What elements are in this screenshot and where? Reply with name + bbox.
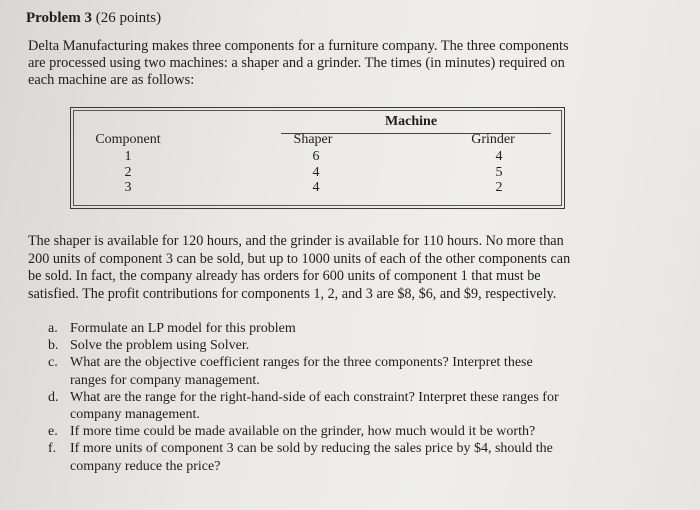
question-text: What are the objective coefficient ranges for the three components? Interpret these	[70, 355, 533, 371]
question-label: f.	[48, 441, 57, 457]
table-cell: 2	[124, 164, 132, 180]
machine-times-table	[70, 107, 565, 209]
table-cell: 2	[495, 180, 503, 195]
component-column	[113, 149, 143, 196]
question-text: If more time could be made available on the grinder, how much would it be worth?	[70, 424, 536, 440]
question-text: ranges for company management.	[70, 372, 260, 388]
question-item	[44, 320, 654, 337]
question-item	[44, 423, 654, 440]
question-text: company management.	[70, 407, 200, 423]
table-cell: 4	[312, 180, 320, 195]
table-cell: 5	[495, 164, 503, 180]
body-line: The shaper is available for 120 hours, and the grinder is available for 110 hours. No more than	[28, 233, 564, 249]
table-cell: 4	[312, 164, 320, 180]
question-text: company reduce the price?	[70, 458, 221, 474]
machine-header: Machine	[384, 114, 438, 129]
body-line: 200 units of component 3 can be sold, but up to 1000 units of each of the other components can	[28, 250, 571, 267]
intro-line: are processed using two machines: a shaper and a grinder. The times (in minutes) required on	[28, 55, 565, 71]
question-list	[44, 320, 654, 475]
question-item	[44, 440, 654, 474]
problem-points: (26 points)	[95, 10, 162, 26]
grinder-header: Grinder	[471, 132, 515, 147]
question-item	[44, 337, 654, 354]
shaper-header: Shaper	[293, 132, 333, 147]
question-text: Solve the problem using Solver.	[70, 338, 250, 354]
intro-line: each machine are as follows:	[28, 72, 195, 88]
table-cell: 3	[124, 180, 132, 195]
question-text: Formulate an LP model for this problem	[70, 321, 296, 336]
question-text: If more units of component 3 can be sold by reducing the sales price by $4, should the	[70, 441, 553, 457]
question-label: a.	[48, 321, 58, 336]
question-item	[44, 354, 654, 388]
table-cell: 6	[312, 149, 320, 164]
body-line: satisfied. The profit contributions for components 1, 2, and 3 are $8, $6, and $9, respectively.	[28, 285, 557, 302]
question-label: e.	[48, 424, 58, 440]
body-line: be sold. In fact, the company already has orders for 600 units of component 1 that must be	[28, 268, 541, 284]
question-text: What are the range for the right-hand-side of each constraint? Interpret these ranges for	[70, 389, 559, 405]
problem-title: Problem 3	[26, 10, 92, 26]
constraints-paragraph	[28, 233, 648, 303]
table-cell: 1	[124, 149, 132, 164]
question-item	[44, 389, 654, 423]
shaper-column	[301, 149, 331, 196]
problem-heading	[26, 10, 161, 27]
header-divider	[281, 133, 551, 134]
table-cell: 4	[495, 149, 503, 164]
question-label: b.	[48, 338, 59, 354]
question-label: c.	[48, 355, 58, 371]
component-header: Component	[95, 132, 161, 147]
grinder-column	[484, 149, 514, 196]
intro-line: Delta Manufacturing makes three components for a furniture company. The three components	[28, 38, 569, 54]
intro-paragraph	[28, 38, 628, 89]
question-label: d.	[48, 389, 59, 405]
